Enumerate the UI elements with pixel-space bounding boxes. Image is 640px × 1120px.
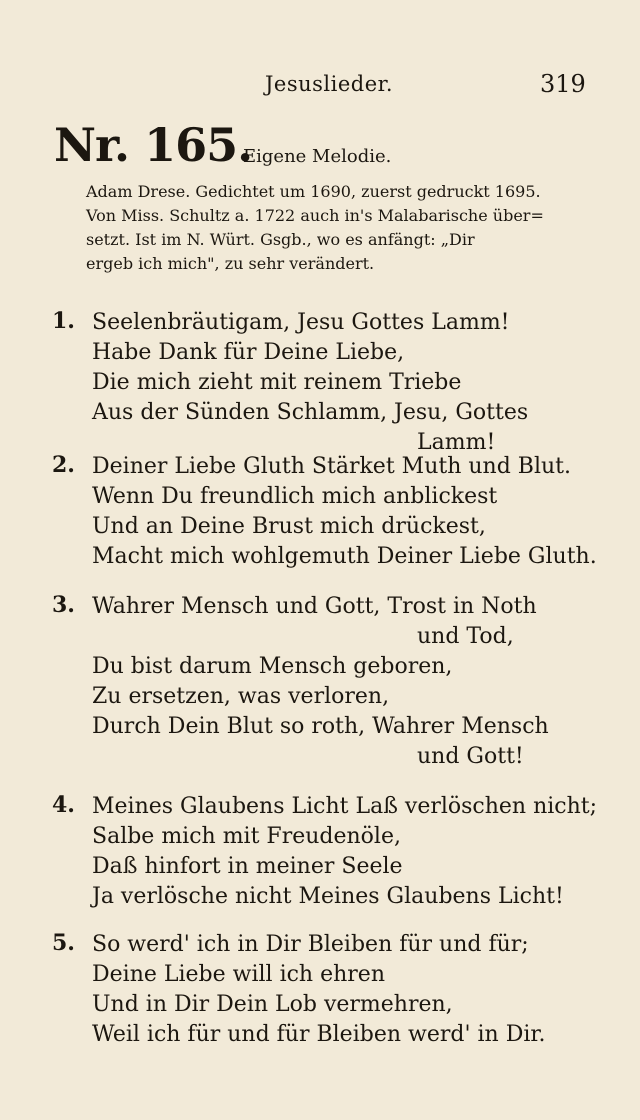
verse-line: Ja verlösche nicht Meines Glaubens Licht! [92,884,564,909]
verse-line: Seelenbräutigam, Jesu Gottes Lamm! [92,310,510,335]
verse-line: Salbe mich mit Freudenöle, [92,824,401,849]
verse-line: Zu ersetzen, was verloren, [92,684,390,709]
verse-line: Die mich zieht mit reinem Triebe [92,370,462,395]
hymn-number: Nr. 165. [54,118,253,172]
verse-line: Wenn Du freundlich mich anblickest [92,484,498,509]
note-line: Adam Drese. Gedichtet um 1690, zuerst gedruckt 1695. [86,182,541,201]
note-line: Von Miss. Schultz a. 1722 auch in's Malabarische über= [86,206,544,225]
verse-line: Wahrer Mensch und Gott, Trost in Noth [92,594,537,619]
authorship-note [86,180,586,276]
page-number: 319 [540,70,586,98]
stanza-number: 4. [52,792,75,818]
note-line: ergeb ich mich", zu sehr verändert. [86,254,375,273]
verse-line: Und an Deine Brust mich drückest, [92,514,486,539]
stanza-number: 3. [52,592,75,618]
melody-note: Eigene Melodie. [243,146,392,167]
stanza-number: 5. [52,930,75,956]
verse-line-continuation: Lamm! [417,430,496,455]
verse-line-continuation: und Gott! [417,744,524,769]
verse-line: Meines Glaubens Licht Laß verlöschen nicht; [92,794,598,819]
stanza-number: 1. [52,308,75,334]
verse-line: Habe Dank für Deine Liebe, [92,340,405,365]
verse-line: So werd' ich in Dir Bleiben für und für; [92,932,529,957]
verse-line: Daß hinfort in meiner Seele [92,854,403,879]
running-title: Jesuslieder. [265,72,394,96]
verse-line: Macht mich wohlgemuth Deiner Liebe Gluth. [92,544,597,569]
verse-line-continuation: und Tod, [417,624,514,649]
verse-line: Du bist darum Mensch geboren, [92,654,453,679]
verse-line: Durch Dein Blut so roth, Wahrer Mensch [92,714,549,739]
note-line: setzt. Ist im N. Würt. Gsgb., wo es anfängt: „Dir [86,230,475,249]
stanza-number: 2. [52,452,75,478]
verse-line: Und in Dir Dein Lob vermehren, [92,992,453,1017]
verse-line: Deiner Liebe Gluth Stärket Muth und Blut. [92,454,571,479]
verse-line: Aus der Sünden Schlamm, Jesu, Gottes [92,400,529,425]
verse-line: Weil ich für und für Bleiben werd' in Dir. [92,1022,546,1047]
verse-line: Deine Liebe will ich ehren [92,962,385,987]
